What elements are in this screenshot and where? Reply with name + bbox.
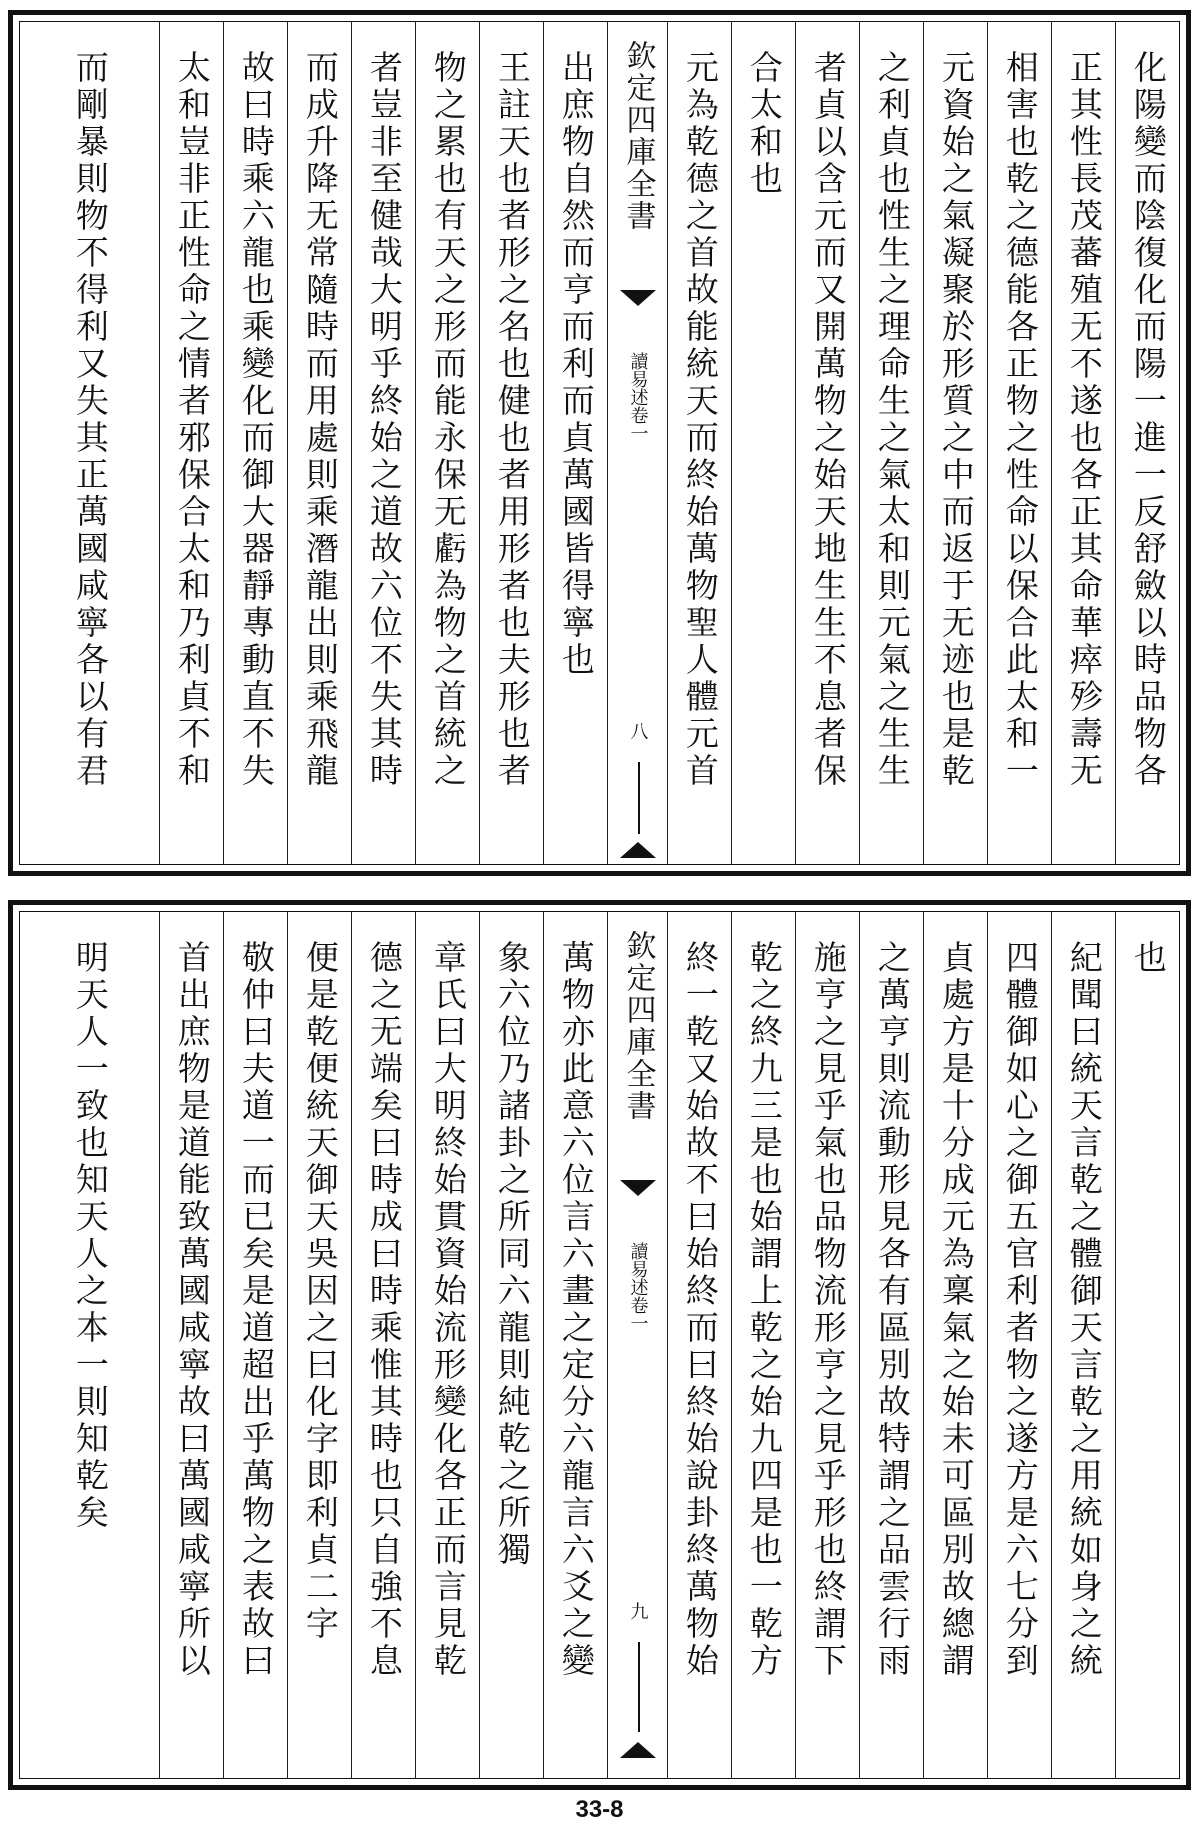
chapter-label: 讀易述卷一: [627, 1242, 649, 1332]
fish-tail-bottom-icon: [620, 1742, 656, 1758]
center-fold: [607, 22, 667, 864]
text-column: 萬物亦此意六位言六畫之定分六龍言六爻之變: [543, 912, 607, 1778]
bottom-page: [8, 900, 1191, 1790]
text-column: 乾之終九三是也始謂上乾之始九四是也一乾方: [731, 912, 795, 1778]
fold-line: [638, 1642, 640, 1732]
fish-tail-top-icon: [620, 1180, 656, 1196]
text-column: 者豈非至健哉大明乎終始之道故六位不失其時: [351, 22, 415, 864]
text-column: 而成升降无常隨時而用處則乘潛龍出則乘飛龍: [287, 22, 351, 864]
text-column: 施亨之見乎氣也品物流形亨之見乎形也終謂下: [795, 912, 859, 1778]
text-column: 明天人一致也知天人之本一則知乾矣: [70, 940, 110, 1532]
folio-number: 九: [627, 1602, 649, 1620]
text-column: 之利貞也性生之理命生之氣太和則元氣之生生: [859, 22, 923, 864]
fish-tail-bottom-icon: [620, 842, 656, 858]
book-title: 欽定四庫全書: [620, 40, 656, 232]
text-column: 物之累也有天之形而能永保无虧為物之首統之: [415, 22, 479, 864]
text-column: 合太和也: [731, 22, 795, 864]
text-column: 相害也乾之德能各正物之性命以保合此太和一: [987, 22, 1051, 864]
fish-tail-top-icon: [620, 290, 656, 306]
chapter-label: 讀易述卷一: [627, 352, 649, 442]
text-column: 太和豈非正性命之情者邪保合太和乃利貞不和: [159, 22, 223, 864]
text-column: 四體御如心之御五官利者物之遂方是六七分到: [987, 912, 1051, 1778]
text-column: 出庶物自然而亨而利而貞萬國皆得寧也: [543, 22, 607, 864]
text-column: 者貞以含元而又開萬物之始天地生生不息者保: [795, 22, 859, 864]
text-column: 之萬亨則流動形見各有區別故特謂之品雲行雨: [859, 912, 923, 1778]
book-title: 欽定四庫全書: [620, 930, 656, 1122]
text-column: 而剛暴則物不得利又失其正萬國咸寧各以有君: [70, 50, 110, 790]
top-page: [8, 10, 1191, 876]
text-column: 王註天也者形之名也健也者用形者也夫形也者: [479, 22, 543, 864]
text-column: 元為乾德之首故能統天而終始萬物聖人體元首: [667, 22, 731, 864]
text-column: 敬仲曰夫道一而已矣是道超出乎萬物之表故曰: [223, 912, 287, 1778]
text-column: 紀聞曰統天言乾之體御天言乾之用統如身之統: [1051, 912, 1115, 1778]
text-column: 貞處方是十分成元為稟氣之始未可區別故總謂: [923, 912, 987, 1778]
fold-line: [638, 762, 640, 834]
text-column: 故曰時乘六龍也乘變化而御大器靜專動直不失: [223, 22, 287, 864]
text-column: 章氏曰大明終始貫資始流形變化各正而言見乾: [415, 912, 479, 1778]
text-column: 終一乾又始故不曰始終而曰終始說卦終萬物始: [667, 912, 731, 1778]
text-column: 象六位乃諸卦之所同六龍則純乾之所獨: [479, 912, 543, 1778]
text-column: 德之无端矣曰時成曰時乘惟其時也只自強不息: [351, 912, 415, 1778]
center-fold: [607, 912, 667, 1778]
folio-number: 八: [627, 722, 649, 740]
text-column: 也: [1115, 912, 1179, 1778]
text-column: 化陽變而陰復化而陽一進一反舒斂以時品物各: [1115, 22, 1179, 864]
text-column: 正其性長茂蕃殖无不遂也各正其命華瘁殄壽无: [1051, 22, 1115, 864]
text-column: 首出庶物是道能致萬國咸寧故曰萬國咸寧所以: [159, 912, 223, 1778]
text-column: 便是乾便統天御天吳因之曰化字即利貞二字: [287, 912, 351, 1778]
text-column: 元資始之氣凝聚於形質之中而返于无迹也是乾: [923, 22, 987, 864]
page-number: 33-8: [575, 1796, 624, 1823]
